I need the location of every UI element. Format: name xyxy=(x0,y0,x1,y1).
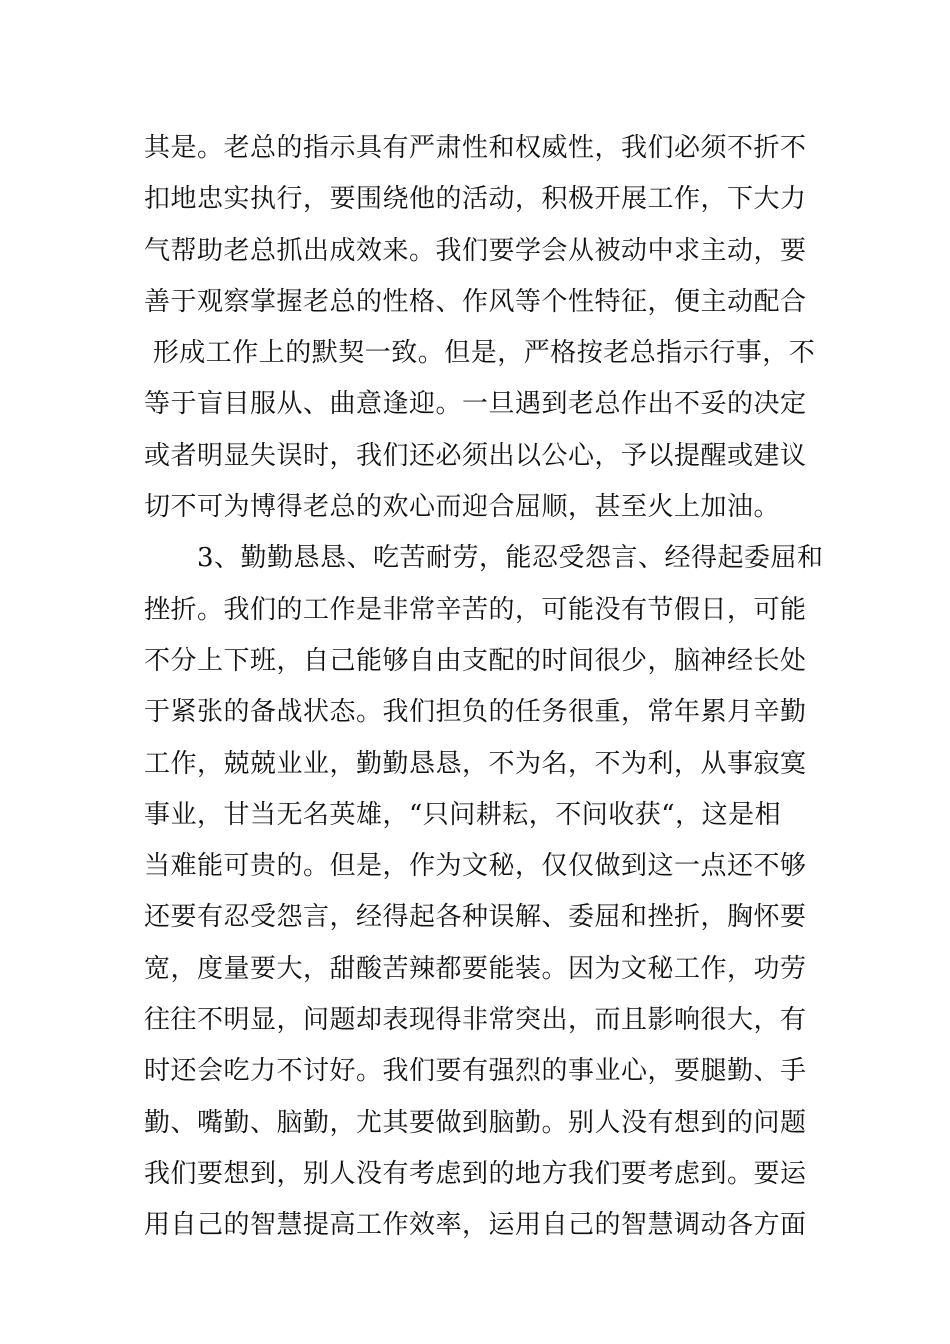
text-line: 于紧张的备战状态。我们担负的任务很重，常年累月辛勤 xyxy=(144,697,807,728)
text-line: 事业，甘当无名英雄，“只问耕耘，不问收获“，这是相 xyxy=(144,799,782,830)
text-line: 形成工作上的默契一致。但是，严格按老总指示行事，不 xyxy=(144,338,816,369)
body-text xyxy=(144,123,824,1252)
text-line: 往往不明显，问题却表现得非常突出，而且影响很大，有 xyxy=(144,1005,807,1036)
text-line: 3、勤勤恳恳、吃苦耐劳，能忍受怨言、经得起委屈和 xyxy=(144,543,824,574)
text-line: 我们要想到，别人没有考虑到的地方我们要考虑到。要运 xyxy=(144,1158,807,1189)
text-line: 用自己的智慧提高工作效率，运用自己的智慧调动各方面 xyxy=(144,1210,807,1241)
text-line: 气帮助老总抓出成效来。我们要学会从被动中求主动，要 xyxy=(144,235,807,266)
text-line: 不分上下班，自己能够自由支配的时间很少，脑神经长处 xyxy=(144,645,807,676)
text-line: 其是。老总的指示具有严肃性和权威性，我们必须不折不 xyxy=(144,133,807,163)
text-line: 当难能可贵的。但是，作为文秘，仅仅做到这一点还不够 xyxy=(144,851,807,882)
text-line: 挫折。我们的工作是非常辛苦的，可能没有节假日，可能 xyxy=(144,594,807,625)
text-line: 还要有忍受怨言，经得起各种误解、委屈和挫折，胸怀要 xyxy=(144,902,807,933)
text-line: 善于观察掌握老总的性格、作风等个性特征，便主动配合 xyxy=(144,286,807,317)
text-line: 宽，度量要大，甜酸苦辣都要能装。因为文秘工作，功劳 xyxy=(144,953,807,984)
text-line: 勤、嘴勤、脑勤，尤其要做到脑勤。别人没有想到的问题 xyxy=(144,1107,807,1138)
text-line: 扣地忠实执行，要围绕他的活动，积极开展工作，下大力 xyxy=(144,184,807,215)
text-line: 时还会吃力不讨好。我们要有强烈的事业心，要腿勤、手 xyxy=(144,1056,807,1087)
text-line: 或者明显失误时，我们还必须出以公心，予以提醒或建议 xyxy=(144,440,807,471)
text-line: 切不可为博得老总的欢心而迎合屈顺，甚至火上加油。 xyxy=(144,492,781,523)
text-line: 工作，兢兢业业，勤勤恳恳，不为名，不为利，从事寂寞 xyxy=(144,748,807,779)
text-line: 等于盲目服从、曲意逢迎。一旦遇到老总作出不妥的决定 xyxy=(144,389,807,420)
